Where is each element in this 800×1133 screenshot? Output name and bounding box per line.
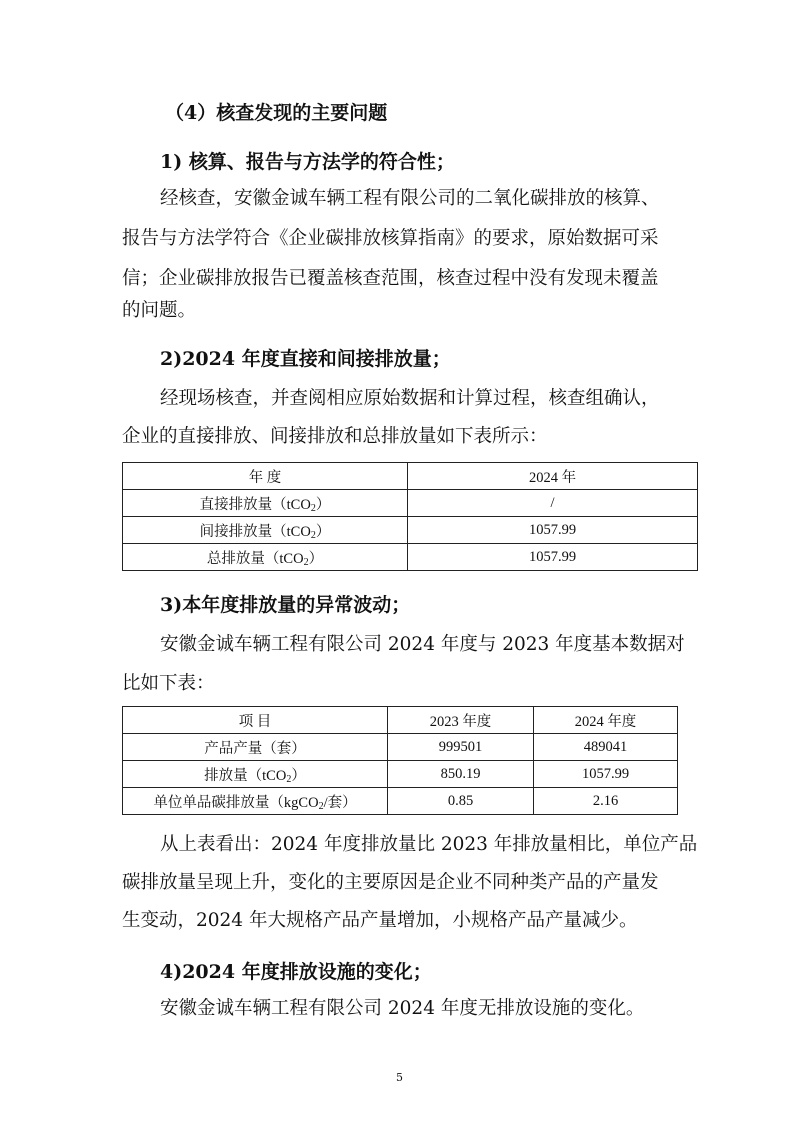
table-cell-value: 489041 xyxy=(534,734,678,761)
table-cell-value: 2.16 xyxy=(534,788,678,815)
section3-title: 3)本年度排放量的异常波动； xyxy=(160,594,411,616)
table-cell-value: / xyxy=(408,490,698,517)
emissions-table xyxy=(122,462,698,571)
section3-after-line: 碳排放量呈现上升，变化的主要原因是企业不同种类产品的产量发 xyxy=(122,872,659,893)
table-header-row xyxy=(123,463,698,490)
table-cell-value: 999501 xyxy=(388,734,534,761)
table-cell-value: 850.19 xyxy=(388,761,534,788)
section1-line: 报告与方法学符合《企业碳排放核算指南》的要求，原始数据可采 xyxy=(122,228,659,249)
table-header-cell: 年 度 xyxy=(123,463,408,490)
table-header-cell: 2023 年度 xyxy=(388,707,534,734)
table-cell-value: 0.85 xyxy=(388,788,534,815)
page-number: 5 xyxy=(396,1071,403,1084)
table-cell-label: 总排放量（tCO$_2$） xyxy=(123,544,408,571)
table-row xyxy=(123,761,678,788)
table-row xyxy=(123,490,698,517)
section2-line: 经现场核查，并查阅相应原始数据和计算过程，核查组确认， xyxy=(160,388,660,409)
table-cell-label: 排放量（tCO$_2$） xyxy=(123,761,388,788)
section3-line: 安徽金诚车辆工程有限公司 2024 年度与 2023 年度基本数据对 xyxy=(160,634,685,655)
section3-after-line: 从上表看出：2024 年度排放量比 2023 年排放量相比，单位产品 xyxy=(160,834,698,855)
section1-title: 1) 核算、报告与方法学的符合性； xyxy=(160,151,455,173)
section3-after-line: 生变动，2024 年大规格产品产量增加，小规格产品产量减少。 xyxy=(122,910,638,931)
table-cell-value: 1057.99 xyxy=(534,761,678,788)
section2-title: 2)2024 年度直接和间接排放量； xyxy=(160,348,451,370)
table-row xyxy=(123,734,678,761)
section1-line: 经核查，安徽金诚车辆工程有限公司的二氧化碳排放的核算、 xyxy=(160,188,660,209)
table-header-cell: 2024 年 xyxy=(408,463,698,490)
table-cell-value: 1057.99 xyxy=(408,544,698,571)
table-row xyxy=(123,517,698,544)
section4-line: 安徽金诚车辆工程有限公司 2024 年度无排放设施的变化。 xyxy=(160,998,645,1019)
main-heading: （4）核查发现的主要问题 xyxy=(165,102,388,124)
section3-line: 比如下表： xyxy=(122,673,215,694)
table-row xyxy=(123,544,698,571)
table-cell-label: 间接排放量（tCO$_2$） xyxy=(123,517,408,544)
table-cell-label: 单位单品碳排放量（kgCO$_2$/套） xyxy=(123,788,388,815)
table-cell-label: 直接排放量（tCO$_2$） xyxy=(123,490,408,517)
table-row xyxy=(123,788,678,815)
table-header-cell: 2024 年度 xyxy=(534,707,678,734)
section1-line: 的问题。 xyxy=(122,300,197,321)
table-header-row xyxy=(123,707,678,734)
section4-title: 4)2024 年度排放设施的变化； xyxy=(160,961,432,983)
section2-line: 企业的直接排放、间接排放和总排放量如下表所示： xyxy=(122,426,548,447)
comparison-table xyxy=(122,706,678,815)
table-cell-value: 1057.99 xyxy=(408,517,698,544)
section1-line: 信；企业碳排放报告已覆盖核查范围，核查过程中没有发现未覆盖 xyxy=(122,268,659,289)
table-header-cell: 项 目 xyxy=(123,707,388,734)
table-cell-label: 产品产量（套） xyxy=(123,734,388,761)
